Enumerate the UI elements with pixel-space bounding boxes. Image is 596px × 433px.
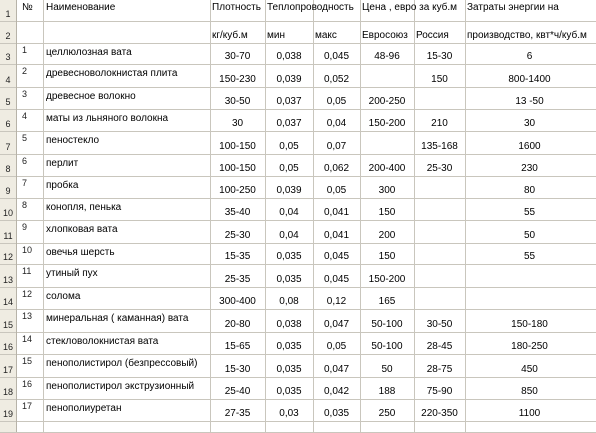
max-conductivity-cell[interactable]: 0,035 <box>323 408 350 419</box>
row-gridline <box>0 421 596 422</box>
row-number[interactable]: 12 <box>2 252 13 262</box>
item-index[interactable]: 3 <box>22 89 28 99</box>
row-gridline <box>0 87 596 88</box>
min-conductivity-cell[interactable]: 0,035 <box>276 274 302 285</box>
max-conductivity-cell[interactable]: 0,045 <box>323 251 350 262</box>
item-name[interactable]: целлюлозная вата <box>46 47 132 58</box>
min-conductivity-cell[interactable]: 0,035 <box>276 364 302 375</box>
energy-cell[interactable]: 6 <box>526 51 533 62</box>
min-conductivity-cell[interactable]: 0,035 <box>276 386 302 397</box>
min-conductivity-cell[interactable]: 0,03 <box>279 408 299 419</box>
row-gridline <box>0 377 596 378</box>
item-index[interactable]: 4 <box>22 111 28 121</box>
price-russia-cell[interactable]: 210 <box>431 118 448 129</box>
price-eu-cell[interactable]: 200-400 <box>368 163 406 174</box>
item-name[interactable]: пробка <box>46 180 79 191</box>
row-number[interactable]: 15 <box>2 320 13 330</box>
header-russia[interactable]: Россия <box>416 30 449 41</box>
price-eu-cell[interactable]: 50-100 <box>371 319 403 330</box>
header-min[interactable]: мин <box>267 30 285 41</box>
row-number[interactable]: 19 <box>2 409 13 419</box>
max-conductivity-cell[interactable]: 0,07 <box>326 141 347 152</box>
density-cell[interactable]: 20-80 <box>224 319 251 330</box>
row-number[interactable]: 9 <box>5 186 11 196</box>
header-eu[interactable]: Евросоюз <box>362 30 408 41</box>
row-number[interactable]: 7 <box>5 142 11 152</box>
price-eu-cell[interactable]: 165 <box>378 296 396 307</box>
min-conductivity-cell[interactable]: 0,039 <box>276 185 302 196</box>
energy-cell[interactable]: 80 <box>523 185 536 196</box>
density-cell[interactable]: 100-150 <box>219 141 256 152</box>
density-cell[interactable]: 300-400 <box>219 296 256 307</box>
min-conductivity-cell[interactable]: 0,039 <box>276 74 302 85</box>
item-name[interactable]: пенополистирол экструзионный <box>46 381 195 392</box>
price-eu-cell[interactable]: 150-200 <box>368 274 406 285</box>
density-cell[interactable]: 27-35 <box>224 408 251 419</box>
row-gridline <box>0 154 596 155</box>
price-eu-cell[interactable]: 150-200 <box>368 118 406 129</box>
min-conductivity-cell[interactable]: 0,05 <box>279 163 299 174</box>
price-russia-cell[interactable]: 220-350 <box>421 408 458 419</box>
price-eu-cell[interactable]: 188 <box>378 386 396 397</box>
max-conductivity-cell[interactable]: 0,042 <box>323 386 350 397</box>
row-gridline <box>0 354 596 355</box>
energy-cell[interactable]: 230 <box>521 163 538 174</box>
max-conductivity-cell[interactable]: 0,062 <box>323 163 350 174</box>
header-density-unit[interactable]: кг/куб.м <box>212 30 248 41</box>
min-conductivity-cell[interactable]: 0,038 <box>276 319 302 330</box>
header-num[interactable]: № <box>22 2 33 13</box>
item-name[interactable]: пеностекло <box>46 135 100 146</box>
header-max[interactable]: макс <box>315 30 337 41</box>
header-name[interactable]: Наименование <box>46 2 116 13</box>
row-gridline <box>0 43 596 44</box>
min-conductivity-cell[interactable]: 0,04 <box>279 230 299 241</box>
item-index[interactable]: 6 <box>22 156 28 166</box>
item-name[interactable]: маты из льняного волокна <box>46 113 169 124</box>
row-number[interactable]: 8 <box>5 164 11 174</box>
row-number[interactable]: 10 <box>2 208 13 218</box>
header-density[interactable]: Плотность <box>212 2 261 13</box>
row-gridline <box>0 220 596 221</box>
price-eu-cell[interactable]: 200 <box>378 230 396 241</box>
row-number[interactable]: 18 <box>2 387 13 397</box>
row-number[interactable]: 17 <box>2 365 13 375</box>
item-name[interactable]: древесноволокнистая плита <box>46 68 178 79</box>
item-index[interactable]: 8 <box>22 200 28 210</box>
price-eu-cell[interactable]: 150 <box>378 251 396 262</box>
row-gridline <box>0 131 596 132</box>
item-index[interactable]: 11 <box>22 266 32 276</box>
item-name[interactable]: конопля, пенька <box>46 202 122 213</box>
item-name[interactable]: древесное волокно <box>46 91 136 102</box>
energy-cell[interactable]: 850 <box>521 386 538 397</box>
density-cell[interactable]: 25-30 <box>224 230 251 241</box>
max-conductivity-cell[interactable]: 0,04 <box>326 118 347 129</box>
item-name[interactable]: овечья шерсть <box>46 247 115 258</box>
item-name[interactable]: перлит <box>46 158 79 169</box>
row-number[interactable]: 1 <box>5 9 11 19</box>
row-gridline <box>0 198 596 199</box>
price-russia-cell[interactable]: 25-30 <box>426 163 453 174</box>
density-cell[interactable]: 35-40 <box>224 207 251 218</box>
max-conductivity-cell[interactable]: 0,041 <box>323 207 350 218</box>
item-index[interactable]: 1 <box>22 45 28 55</box>
header-price[interactable]: Цена , евро за куб.м <box>362 2 458 13</box>
min-conductivity-cell[interactable]: 0,05 <box>279 141 299 152</box>
energy-cell[interactable]: 1600 <box>518 141 541 152</box>
energy-cell[interactable]: 55 <box>523 251 536 262</box>
max-conductivity-cell[interactable]: 0,05 <box>326 341 347 352</box>
price-russia-cell[interactable]: 28-45 <box>426 341 453 352</box>
energy-cell[interactable]: 13 -50 <box>515 96 544 107</box>
min-conductivity-cell[interactable]: 0,035 <box>276 251 302 262</box>
max-conductivity-cell[interactable]: 0,047 <box>323 364 350 375</box>
min-conductivity-cell[interactable]: 0,04 <box>279 207 299 218</box>
density-cell[interactable]: 25-40 <box>224 386 251 397</box>
energy-cell[interactable]: 450 <box>521 364 538 375</box>
row-number[interactable]: 13 <box>2 275 13 285</box>
row-gridline <box>0 109 596 110</box>
item-name[interactable]: стекловолокнистая вата <box>46 336 159 347</box>
price-russia-cell[interactable]: 135-168 <box>421 141 458 152</box>
max-conductivity-cell[interactable]: 0,05 <box>326 96 347 107</box>
min-conductivity-cell[interactable]: 0,037 <box>276 96 302 107</box>
price-eu-cell[interactable]: 48-96 <box>374 51 400 62</box>
row-number[interactable]: 14 <box>2 297 13 307</box>
row-gridline <box>0 64 596 65</box>
price-eu-cell[interactable]: 50-100 <box>371 341 403 352</box>
item-index[interactable]: 10 <box>22 245 33 255</box>
row-gridline <box>0 176 596 177</box>
min-conductivity-cell[interactable]: 0,035 <box>276 341 302 352</box>
max-conductivity-cell[interactable]: 0,045 <box>323 274 350 285</box>
price-eu-cell[interactable]: 50 <box>381 364 393 375</box>
min-conductivity-cell[interactable]: 0,08 <box>279 296 299 307</box>
energy-cell[interactable]: 50 <box>523 230 536 241</box>
row-gridline <box>0 309 596 310</box>
density-cell[interactable]: 30 <box>231 118 244 129</box>
item-name[interactable]: утиный пух <box>46 268 98 279</box>
energy-cell[interactable]: 1100 <box>518 408 541 419</box>
row-gridline <box>0 264 596 265</box>
max-conductivity-cell[interactable]: 0,047 <box>323 319 350 330</box>
item-index[interactable]: 16 <box>22 379 33 389</box>
price-russia-cell[interactable]: 150 <box>431 74 448 85</box>
item-index[interactable]: 2 <box>22 66 28 76</box>
density-cell[interactable]: 150-230 <box>219 74 256 85</box>
item-index[interactable]: 14 <box>22 334 33 344</box>
item-index[interactable]: 5 <box>22 133 28 143</box>
density-cell[interactable]: 30-50 <box>224 96 251 107</box>
price-eu-cell[interactable]: 250 <box>378 408 396 419</box>
max-conductivity-cell[interactable]: 0,045 <box>323 51 350 62</box>
item-index[interactable]: 13 <box>22 311 33 321</box>
row-gridline <box>0 332 596 333</box>
column-gridline <box>16 0 17 432</box>
density-cell[interactable]: 25-35 <box>224 274 251 285</box>
max-conductivity-cell[interactable]: 0,05 <box>326 185 347 196</box>
density-cell[interactable]: 100-150 <box>219 163 256 174</box>
price-russia-cell[interactable]: 30-50 <box>426 319 453 330</box>
min-conductivity-cell[interactable]: 0,038 <box>276 51 302 62</box>
row-gridline <box>0 243 596 244</box>
row-gridline <box>0 21 596 22</box>
density-cell[interactable]: 15-35 <box>224 251 251 262</box>
header-energy[interactable]: Затраты энергии на <box>467 2 559 13</box>
price-russia-cell[interactable]: 15-30 <box>426 51 453 62</box>
item-name[interactable]: хлопковая вата <box>46 224 118 235</box>
column-gridline <box>43 0 44 432</box>
price-eu-cell[interactable]: 300 <box>378 185 396 196</box>
item-name[interactable]: пенополистирол (безпрессовый) <box>46 358 198 369</box>
item-index[interactable]: 17 <box>22 401 33 411</box>
min-conductivity-cell[interactable]: 0,037 <box>276 118 302 129</box>
row-number[interactable]: 5 <box>5 97 11 107</box>
max-conductivity-cell[interactable]: 0,041 <box>323 230 350 241</box>
max-conductivity-cell[interactable]: 0,052 <box>323 74 350 85</box>
density-cell[interactable]: 15-65 <box>224 341 251 352</box>
energy-cell[interactable]: 150-180 <box>511 319 548 330</box>
row-number[interactable]: 11 <box>3 231 13 241</box>
energy-cell[interactable]: 800-1400 <box>508 74 551 85</box>
item-index[interactable]: 9 <box>22 222 28 232</box>
header-conductivity[interactable]: Теплопроводность <box>267 2 354 13</box>
price-eu-cell[interactable]: 200-250 <box>368 96 406 107</box>
max-conductivity-cell[interactable]: 0,12 <box>326 296 347 307</box>
item-name[interactable]: пенополиуретан <box>46 403 122 414</box>
row-number[interactable]: 4 <box>5 75 11 85</box>
item-index[interactable]: 7 <box>22 178 28 188</box>
row-number[interactable]: 6 <box>5 119 11 129</box>
density-cell[interactable]: 100-250 <box>219 185 256 196</box>
row-number[interactable]: 2 <box>5 31 11 41</box>
energy-cell[interactable]: 55 <box>523 207 536 218</box>
price-russia-cell[interactable]: 28-75 <box>426 364 453 375</box>
row-gridline <box>0 399 596 400</box>
energy-cell[interactable]: 180-250 <box>511 341 548 352</box>
item-name[interactable]: минеральная ( каманная) вата <box>46 313 189 324</box>
price-russia-cell[interactable]: 75-90 <box>426 386 453 397</box>
row-number[interactable]: 3 <box>5 52 11 62</box>
row-gridline <box>0 287 596 288</box>
price-eu-cell[interactable]: 150 <box>378 207 396 218</box>
density-cell[interactable]: 30-70 <box>224 51 251 62</box>
row-number[interactable]: 16 <box>2 342 13 352</box>
header-energy-unit[interactable]: производство, квт*ч/куб.м <box>467 30 587 41</box>
density-cell[interactable]: 15-30 <box>224 364 251 375</box>
item-name[interactable]: солома <box>46 291 81 302</box>
item-index[interactable]: 15 <box>22 356 33 366</box>
energy-cell[interactable]: 30 <box>523 118 536 129</box>
item-index[interactable]: 12 <box>22 289 33 299</box>
